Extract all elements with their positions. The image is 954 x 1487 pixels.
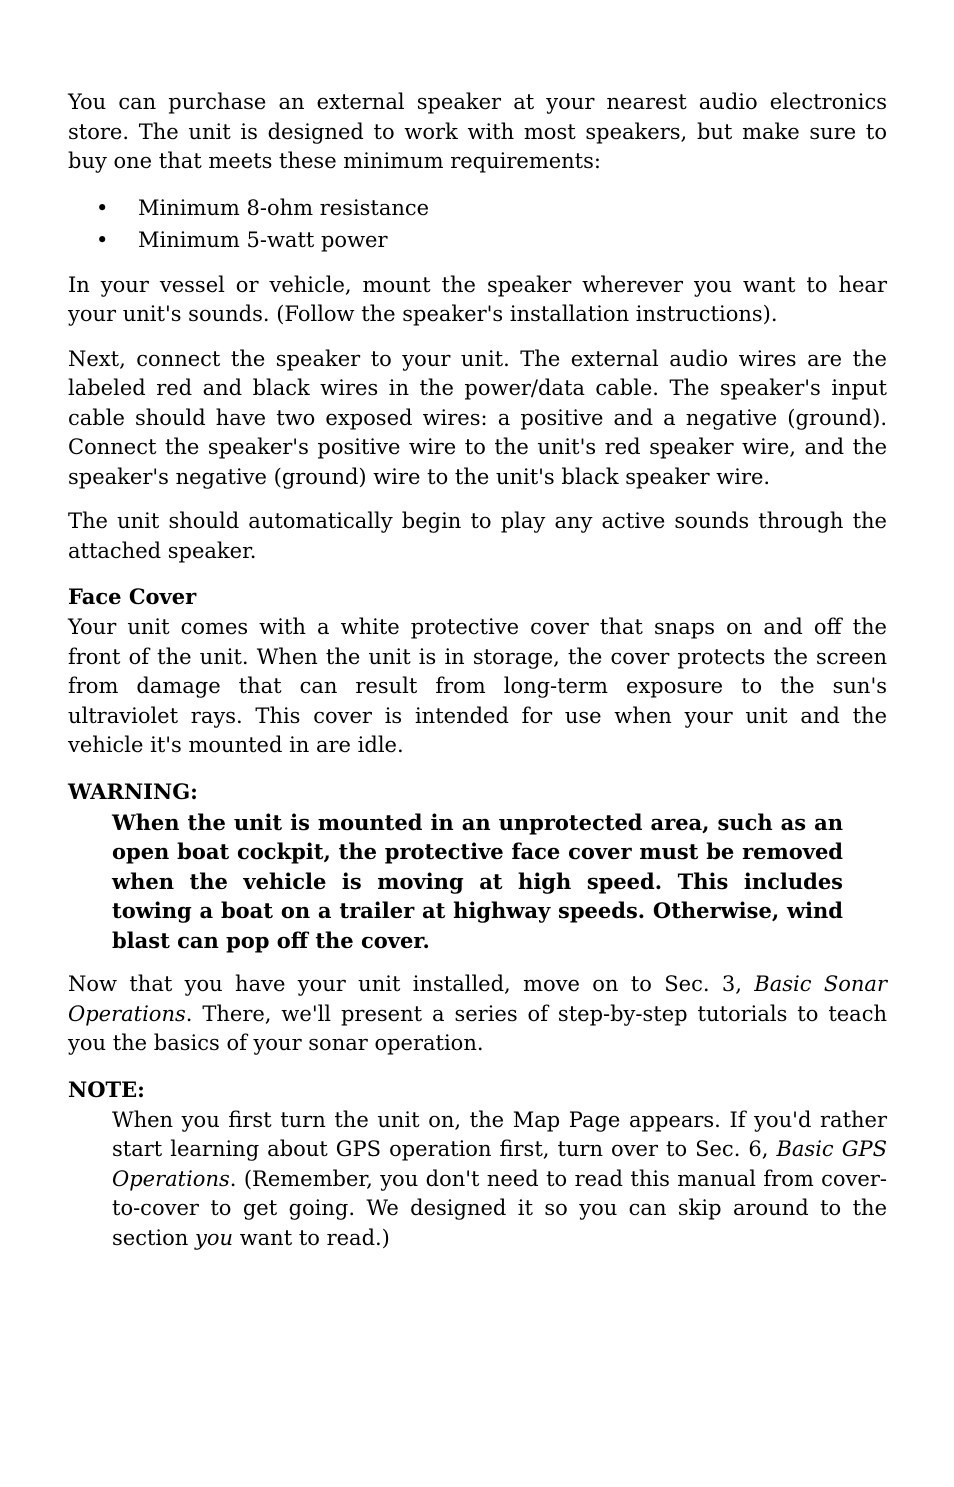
note-emphasis: you bbox=[194, 1225, 234, 1250]
warning-label: WARNING: bbox=[68, 778, 198, 804]
note-text-part3: want to read.) bbox=[233, 1225, 390, 1250]
list-item-text: Minimum 5-watt power bbox=[138, 227, 388, 252]
face-cover-heading: Face Cover bbox=[68, 584, 197, 609]
note-text bbox=[112, 1106, 887, 1254]
note-text-part2: . (Remember, you don't need to read this manual from cover-to-cover to get going. We designed it so you can skip around to the section bbox=[112, 1166, 887, 1250]
list-item bbox=[68, 224, 887, 256]
next-steps-text-end: . There, we'll present a series of step-by-step tutorials to teach you the basics of your sonar operation. bbox=[68, 1001, 887, 1055]
gps-section-title: Basic GPS Operations bbox=[112, 1137, 887, 1191]
bullet-icon: • bbox=[96, 227, 109, 252]
mount-paragraph: In your vessel or vehicle, mount the speaker wherever you want to hear your unit's sounds. (Follow the speaker's installation instructions). bbox=[68, 272, 887, 326]
list-item bbox=[68, 192, 887, 224]
intro-paragraph: You can purchase an external speaker at your nearest audio electronics store. The unit is designed to work with most speakers, but make sure to buy one that meets these minimum requirements: bbox=[68, 90, 887, 173]
sonar-section-title: Basic Sonar Operations bbox=[68, 972, 887, 1026]
note-label: NOTE: bbox=[68, 1076, 145, 1102]
next-steps-paragraph bbox=[68, 970, 887, 1059]
next-steps-text: Now that you have your unit installed, move on to Sec. 3, bbox=[68, 972, 755, 996]
warning-text: When the unit is mounted in an unprotected area, such as an open boat cockpit, the protective face cover must be removed when the vehicle is moving at high speed. This includes towing a boat on a trailer at highway speeds. Otherwise, wind blast can pop off the cover. bbox=[112, 809, 843, 953]
face-cover-paragraph: Your unit comes with a white protective cover that snaps on and off the front of the unit. When the unit is in storage, the cover protects the screen from damage that can result from long-term exposure to the sun's ultraviolet rays. This cover is intended for use when your unit and the vehicle it's mounted in are idle. bbox=[68, 615, 887, 757]
play-paragraph: The unit should automatically begin to play any active sounds through the attached speaker. bbox=[68, 509, 887, 563]
list-item-text: Minimum 8-ohm resistance bbox=[138, 195, 430, 220]
manual-page bbox=[68, 88, 887, 1253]
note-text-part1: When you first turn the unit on, the Map Page appears. If you'd rather start learning about GPS operation first, turn over to Sec. 6, bbox=[112, 1107, 887, 1161]
bullet-icon: • bbox=[96, 195, 109, 220]
connect-paragraph: Next, connect the speaker to your unit. The external audio wires are the labeled red and black wires in the power/data cable. The speaker's input cable should have two exposed wires: a positive and a negative (ground). Connect the speaker's positive wire to the unit's red speaker wire, and the speaker's negative (ground) wire to the unit's black speaker wire. bbox=[68, 346, 887, 489]
requirements-list bbox=[68, 192, 887, 256]
